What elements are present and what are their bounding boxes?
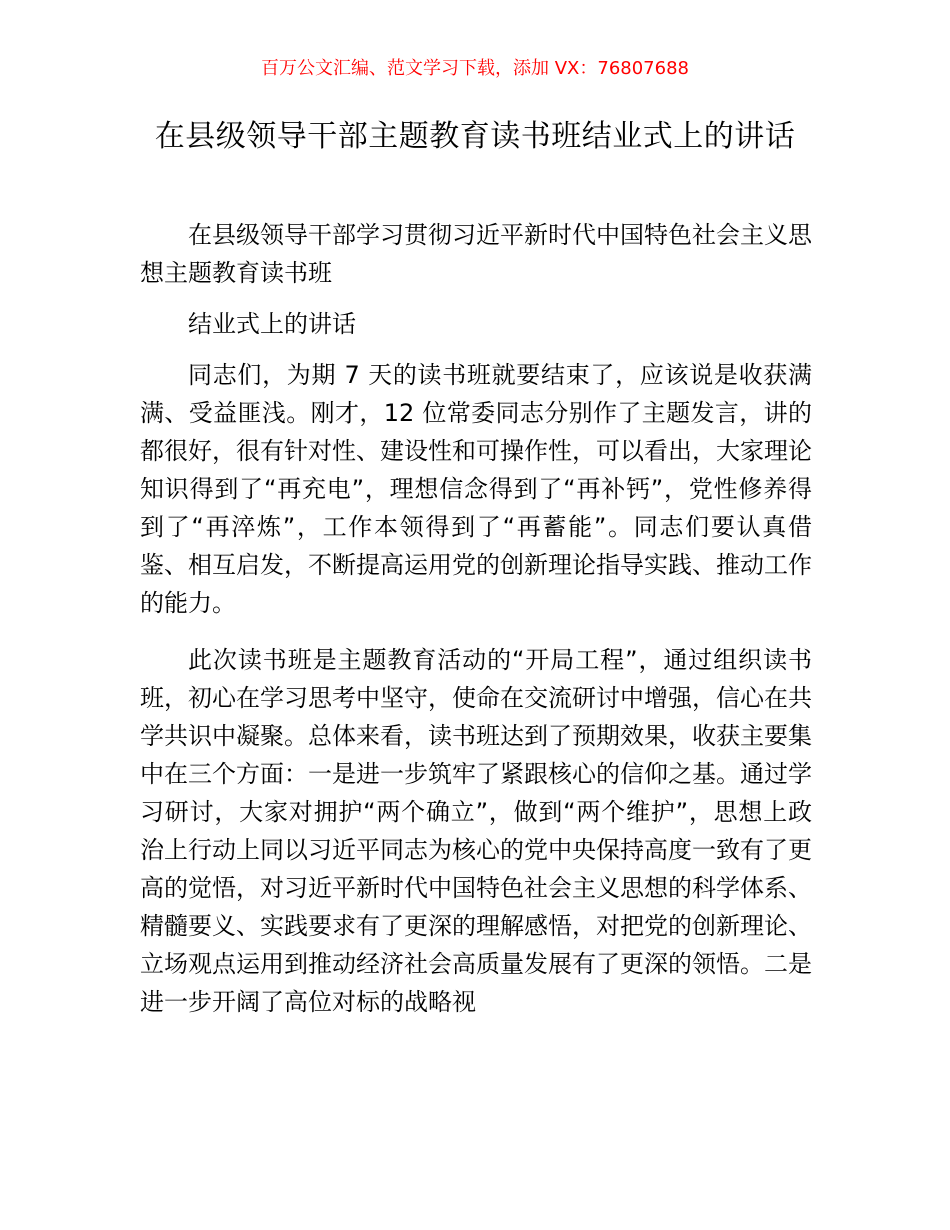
subtitle-line-1: 在县级领导干部学习贯彻习近平新时代中国特色社会主义思想主题教育读书班 — [140, 221, 812, 287]
body-paragraph-2: 此次读书班是主题教育活动的“开局工程”，通过组织读书班，初心在学习思考中坚守，使命在交流研讨中增强，信心在共学共识中凝聚。总体来看，读书班达到了预期效果，收获主要集中在三个方面：一是进一步筑牢了紧跟核心的信仰之基。通过学习研讨，大家对拥护“两个确立”，做到“两个维护”，思想上政治上行动上同以习近平同志为核心的党中央保持高度一致有了更高的觉悟，对习近平新时代中国特色社会主义思想的科学体系、精髓要义、实践要求有了更深的理解感悟，对把党的创新理论、立场观点运用到推动经济社会高质量发展有了更深的领悟。二是进一步开阔了高位对标的战略视 — [140, 646, 812, 1016]
body-paragraph-1: 同志们，为期 7 天的读书班就要结束了，应该说是收获满满、受益匪浅。刚才，12 位常委同志分别作了主题发言，讲的都很好，很有针对性、建设性和可操作性，可以看出，大家理论知识得到了“再充电”，理想信念得到了“再补钙”，党性修养得到了“再淬炼”，工作本领得到了“再蓄能”。同志们要认真借鉴、相互启发，不断提高运用党的创新理论指导实践、推动工作的能力。 — [140, 361, 812, 617]
subtitle-line-2: 结业式上的讲话 — [188, 310, 356, 338]
document-body — [140, 216, 812, 1040]
watermark-text: 百万公文汇编、范文学习下载，添加 VX：76807688 — [261, 58, 689, 79]
document-title: 在县级领导干部主题教育读书班结业式上的讲话 — [154, 119, 796, 154]
